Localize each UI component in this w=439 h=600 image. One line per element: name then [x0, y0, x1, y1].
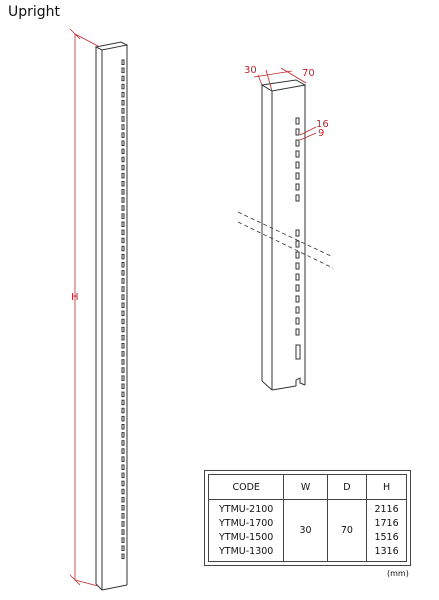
code-value: YTMU-1500 — [218, 531, 274, 543]
slot — [122, 465, 124, 470]
d-cell: 70 — [327, 500, 366, 562]
slot — [122, 506, 124, 511]
slot — [122, 425, 124, 430]
slot — [122, 400, 124, 405]
slot — [122, 109, 124, 114]
slot — [122, 392, 124, 397]
slot — [122, 441, 124, 446]
slot — [122, 141, 124, 146]
unit-label: (mm) — [387, 569, 409, 578]
h-value: 1316 — [374, 545, 399, 557]
slot — [122, 60, 124, 65]
slot — [122, 157, 124, 162]
slot — [122, 335, 124, 340]
slot — [122, 287, 124, 292]
slot — [296, 118, 299, 124]
slot — [122, 222, 124, 227]
slot-height-label: 9 — [318, 128, 325, 139]
slot — [122, 182, 124, 187]
slot — [122, 254, 124, 259]
slot — [122, 76, 124, 81]
slot — [122, 360, 124, 365]
slot — [296, 329, 299, 335]
slot — [296, 230, 299, 236]
h-cell — [367, 500, 406, 562]
slot — [122, 149, 124, 154]
section-upright — [262, 80, 305, 390]
slot — [296, 129, 299, 135]
slot — [122, 522, 124, 527]
slot — [122, 246, 124, 251]
slot-row-left — [122, 60, 124, 559]
header-h: H — [367, 475, 406, 500]
spec-body-row — [209, 500, 406, 562]
slot — [296, 195, 299, 201]
h-value: 1516 — [374, 531, 399, 543]
h-value: 2116 — [374, 503, 399, 515]
slot — [122, 327, 124, 332]
slot — [122, 433, 124, 438]
slot — [296, 173, 299, 179]
slot — [296, 241, 299, 247]
code-cell — [209, 500, 284, 562]
slot — [122, 489, 124, 494]
slot — [122, 214, 124, 219]
slot — [296, 285, 299, 291]
slot — [122, 554, 124, 559]
slot — [296, 263, 299, 269]
slot — [296, 184, 299, 190]
slot — [122, 263, 124, 268]
slot — [122, 481, 124, 486]
height-label: H — [71, 292, 79, 303]
slot — [122, 344, 124, 349]
spec-table-frame — [204, 470, 411, 566]
spec-header-row — [209, 475, 406, 500]
break-lines — [238, 212, 333, 268]
depth-label: 70 — [302, 68, 315, 79]
spec-table — [209, 475, 406, 561]
slot — [122, 530, 124, 535]
slot — [296, 307, 299, 313]
slot — [122, 117, 124, 122]
slot-pitch-label: 16 — [316, 119, 329, 130]
slot — [122, 206, 124, 211]
slot — [122, 173, 124, 178]
header-code: CODE — [209, 475, 284, 500]
slot — [296, 318, 299, 324]
slot — [122, 303, 124, 308]
height-dimension — [70, 29, 98, 586]
slot — [122, 68, 124, 73]
slot — [122, 457, 124, 462]
slot — [122, 449, 124, 454]
code-value: YTMU-1700 — [218, 517, 274, 529]
page-title: Upright — [8, 4, 61, 20]
slot — [122, 295, 124, 300]
slot — [122, 84, 124, 89]
slot — [122, 416, 124, 421]
slot — [296, 274, 299, 280]
slot — [122, 376, 124, 381]
slot — [296, 151, 299, 157]
slot — [122, 497, 124, 502]
header-w: W — [284, 475, 327, 500]
slot — [122, 133, 124, 138]
slot — [122, 538, 124, 543]
slot — [122, 125, 124, 130]
h-value: 1716 — [374, 517, 399, 529]
full-upright — [96, 42, 127, 590]
slot — [296, 162, 299, 168]
slot — [296, 252, 299, 258]
w-cell: 30 — [284, 500, 327, 562]
header-d: D — [327, 475, 366, 500]
slot — [122, 368, 124, 373]
slot — [122, 92, 124, 97]
slot — [122, 101, 124, 106]
slot — [122, 352, 124, 357]
slot — [122, 319, 124, 324]
slot — [296, 296, 299, 302]
slot — [122, 198, 124, 203]
slot-row-right — [296, 118, 299, 335]
slot — [122, 230, 124, 235]
slot — [122, 311, 124, 316]
slot — [296, 140, 299, 146]
slot — [122, 165, 124, 170]
slot — [122, 384, 124, 389]
slot — [122, 279, 124, 284]
slot — [122, 190, 124, 195]
slot — [122, 473, 124, 478]
slot — [122, 408, 124, 413]
code-value: YTMU-1300 — [218, 545, 274, 557]
slot — [122, 514, 124, 519]
width-label: 30 — [244, 65, 257, 76]
slot — [122, 238, 124, 243]
slot — [122, 271, 124, 276]
code-value: YTMU-2100 — [218, 503, 274, 515]
slot — [122, 546, 124, 551]
